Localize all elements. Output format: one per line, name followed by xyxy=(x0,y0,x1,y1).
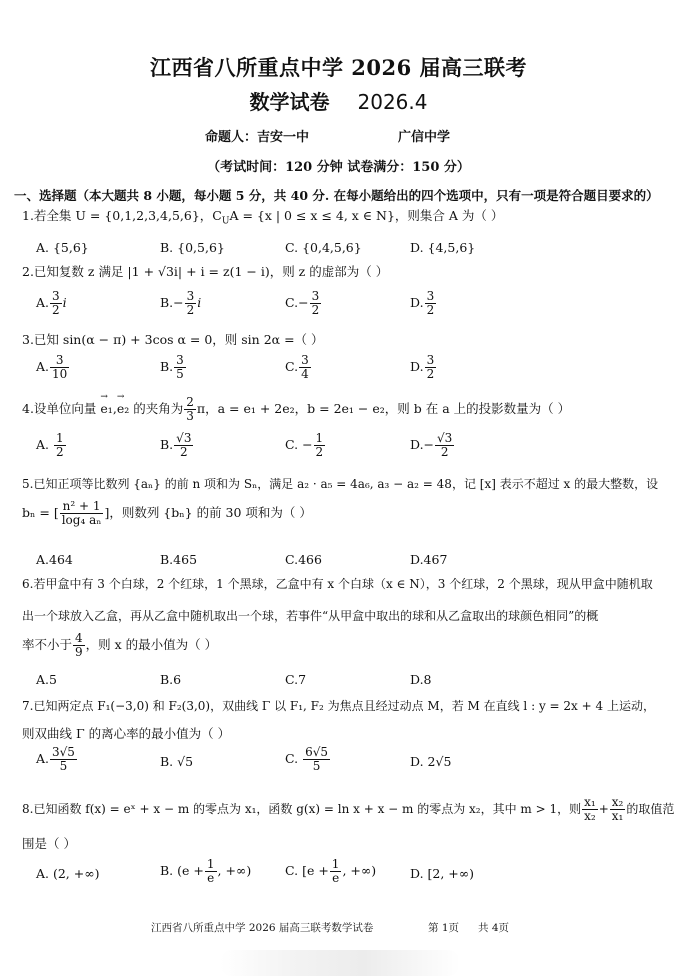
question-5-line-1: 5.已知正项等比数列 {aₙ} 的前 n 项和为 Sₙ，满足 a₂ · a₅ = 4a₆, a₃ − a₂ = 48，记 [x] 表示不超过 x 的最大整数，设 xyxy=(22,477,659,491)
option-c: C. [e + $\frac{1}{e}$ , +∞) xyxy=(285,857,377,886)
question-5-options xyxy=(22,552,662,570)
question-7-line-2: 则双曲线 Γ 的离心率的最小值为（ ） xyxy=(22,726,231,741)
option-b: B.465 xyxy=(160,552,198,567)
question-3-options xyxy=(22,354,662,390)
option-a: A. $\frac{3}{2}$ i xyxy=(36,289,67,318)
option-b: B. (e + $\frac{1}{e}$ , +∞) xyxy=(160,857,252,886)
question-8-line-1: 8.已知函数 f(x) = eˣ + x − m 的零点为 x₁，函数 g(x) = ln x + x − m 的零点为 x₂，其中 m > 1，则 $\frac{\text{x₁}}{\text{x₂}}$ + $\frac{\text{x₂}}{\text{x₁}}$ 的取值范 xyxy=(22,795,675,824)
option-a: A. $\frac{3√5}{5}$ xyxy=(36,745,75,774)
question-7-options xyxy=(22,746,662,782)
option-a: A. $\frac{3}{10}$ xyxy=(36,353,68,382)
page-total: 共 4页 xyxy=(478,922,510,934)
question-6-line-3: 率不小于 $\frac{4}{9}$ ，则 x 的最小值为（ ） xyxy=(22,631,218,660)
exam-subtitle xyxy=(0,86,677,115)
option-c: C.− $\frac{3}{2}$ xyxy=(285,289,320,318)
option-a: A. $\frac{1}{2}$ xyxy=(36,431,64,460)
option-d: D.467 xyxy=(410,552,448,567)
question-1-options xyxy=(22,240,662,258)
section-heading: 一、选择题（本大题共 8 小题，每小题 5 分，共 40 分. 在每小题给出的四个选项中，只有一项是符合题目要求的） xyxy=(14,188,659,203)
exam-title: 江西省八所重点中学 2026 届高三联考 xyxy=(149,55,528,80)
option-d: D. $\frac{3}{2}$ xyxy=(410,353,435,382)
page-number: 第 1页 xyxy=(428,922,460,934)
question-1-stem: 1.若全集 U = {0,1,2,3,4,5,6}，$C_UA = \{x$ | 0 ≤ x ≤ 4, x ∈ N}，则集合 A 为（ ） xyxy=(22,208,504,227)
option-a: A. (2, +∞) xyxy=(36,866,100,881)
question-5-line-2: bₙ = [ $\frac{\text{n² + 1}}{\text{log₄ aₙ}}$ ]，则数列 {bₙ} 的前 30 项和为（ ） xyxy=(22,499,312,528)
question-8 xyxy=(22,795,675,886)
option-b: B. {0,5,6} xyxy=(160,240,225,255)
option-a: A. {5,6} xyxy=(36,240,89,255)
question-4-stem: 4.设单位向量 → e₁,→ e₂ 的夹角为 $\frac{2}{3}$ π，a = e₁ + 2e₂，b = 2e₁ − e₂，则 b 在 a 上的投影数量为（ ） xyxy=(22,396,662,423)
scan-smudge xyxy=(220,950,460,976)
exam-info: （考试时间：120 分钟 试卷满分：150 分） xyxy=(207,160,470,175)
author-2: 广信中学 xyxy=(398,130,451,145)
subject-label: 数学试卷 xyxy=(249,90,330,114)
option-c: C.466 xyxy=(285,552,322,567)
option-d: D. [2, +∞) xyxy=(410,866,475,881)
option-d: D. 2√5 xyxy=(410,754,452,769)
option-b: B. $\frac{√3}{2}$ xyxy=(160,431,192,460)
option-c: C.7 xyxy=(285,672,307,687)
vector-b-definition: b = 2e₁ − e₂，则 b 在 a 上的投影数量为（ ） xyxy=(307,401,571,417)
question-1 xyxy=(22,208,662,255)
question-3 xyxy=(22,332,662,382)
option-b: B.− $\frac{3}{2}$ i xyxy=(160,289,202,318)
question-8-options xyxy=(22,858,662,894)
option-b: B.6 xyxy=(160,672,182,687)
question-5 xyxy=(22,476,662,567)
option-b: B. √5 xyxy=(160,754,194,769)
question-2 xyxy=(22,264,662,318)
option-d: D.− $\frac{√3}{2}$ xyxy=(410,431,453,460)
question-7 xyxy=(22,698,662,774)
option-d: D. {4,5,6} xyxy=(410,240,476,255)
option-a: A.464 xyxy=(36,552,73,567)
question-2-stem: 2.已知复数 z 满足 |1 + √3i| + i = z(1 − i)，则 z 的虚部为（ ） xyxy=(22,264,389,279)
question-4 xyxy=(22,395,662,460)
option-d: D. $\frac{3}{2}$ xyxy=(410,289,435,318)
option-b: B. $\frac{3}{5}$ xyxy=(160,353,184,382)
exam-date: 2026.4 xyxy=(357,90,428,114)
question-3-stem: 3.已知 sin(α − π) + 3cos α = 0，则 sin 2α =（ ） xyxy=(22,332,324,347)
question-2-options xyxy=(22,290,662,326)
vector-a-definition: a = e₁ + 2e₂， xyxy=(217,401,308,417)
option-d: D.8 xyxy=(410,672,432,687)
vector-e2: → e₂ xyxy=(117,401,129,418)
option-c: C. {0,4,5,6} xyxy=(285,240,362,255)
question-6-line-2: 出一个球放入乙盒，再从乙盒中随机取出一个球，若事件“从甲盒中取出的球和从乙盒取出的球颜色相同”的概 xyxy=(22,609,599,623)
author-1: 命题人：吉安一中 xyxy=(205,130,310,145)
footer-title: 江西省八所重点中学 2026 届高三联考数学试卷 xyxy=(151,922,374,934)
question-6 xyxy=(22,576,662,687)
question-8-line-2: 围是（ ） xyxy=(22,836,76,851)
question-4-options xyxy=(22,432,662,468)
complement-subscript: U xyxy=(221,216,230,227)
question-7-line-1: 7.已知两定点 F₁(−3,0) 和 F₂(3,0)，双曲线 Γ 以 F₁, F₂ 为焦点且经过动点 M，若 M 在直线 l : y = 2x + 4 上运动， xyxy=(22,699,655,713)
vector-e1: → e₁ xyxy=(100,401,112,418)
option-c: C. $\frac{3}{4}$ xyxy=(285,353,309,382)
question-6-line-1: 6.若甲盒中有 3 个白球，2 个红球，1 个黑球，乙盒中有 x 个白球（x ∈ N），3 个红球，2 个黑球，现从甲盒中随机取 xyxy=(22,577,653,591)
question-6-options xyxy=(22,672,662,690)
option-c: C. $\frac{6√5}{5}$ xyxy=(285,745,328,774)
option-c: C. − $\frac{1}{2}$ xyxy=(285,431,324,460)
option-a: A.5 xyxy=(36,672,57,687)
